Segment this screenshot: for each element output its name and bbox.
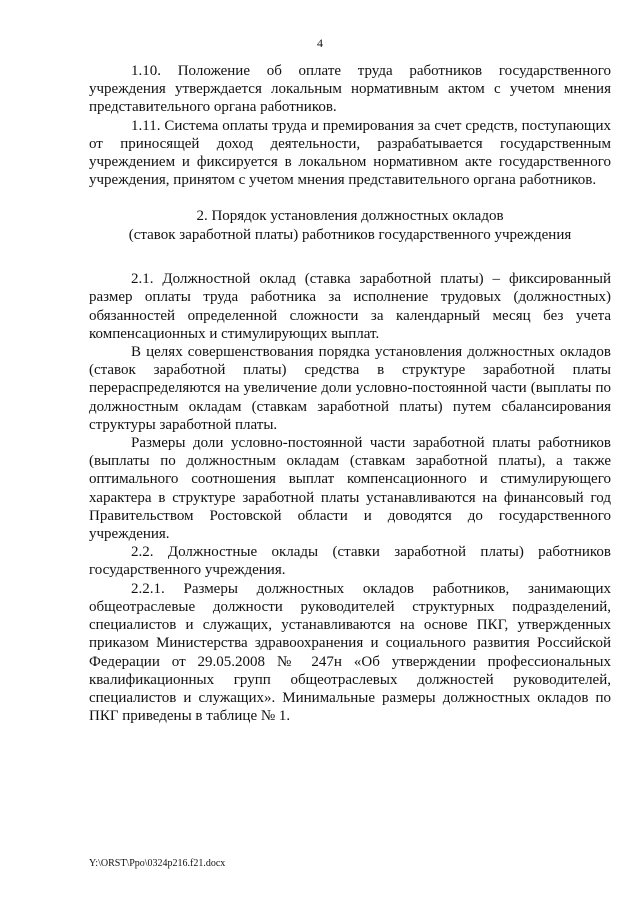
footer-file-path: Y:\ORST\Ppo\0324p216.f21.docx	[89, 858, 226, 869]
section-2-title: 2. Порядок установления должностных окладов	[196, 208, 504, 225]
paragraph-share-sizes: Размеры доли условно-постоянной части заработной платы работников (выплаты по должностным окладам (ставкам заработной платы), а также оптимального соотношения выплат компенсационного и стимулирующего характера в структуре заработной платы устанавливаются на финансовый год Правительством Ростовской области и доводятся до государственного учреждения.	[89, 435, 611, 543]
page-number: 4	[317, 36, 323, 50]
section-2-heading	[89, 207, 611, 244]
paragraph-1-10: 1.10. Положение об оплате труда работников государственного учреждения утверждается локальным нормативным актом с учетом мнения представительного органа работников.	[89, 63, 611, 116]
paragraph-2-1: 2.1. Должностной оклад (ставка заработной платы) – фиксированный размер оплаты труда работника за исполнение трудовых (должностных) обязанностей определенной сложности за календарный месяц без учета компенсационных и стимулирующих выплат.	[89, 271, 611, 342]
paragraph-1-11: 1.11. Система оплаты труда и премирования за счет средств, поступающих от приносящей доход деятельности, разрабатывается государственным учреждением и фиксируется в локальном нормативном акте государственного учреждения, принятом с учетом мнения представительного органа работников.	[89, 117, 611, 189]
paragraph-2-2: 2.2. Должностные оклады (ставки заработной платы) работников государственного учреждения.	[89, 544, 611, 579]
document-body	[89, 62, 611, 725]
paragraph-salary-structure: В целях совершенствования порядка установления должностных окладов (ставок заработной платы) средства в структуре заработной платы перераспределяются на увеличение доли условно-постоянной части (выплаты по должностным окладам (ставкам заработной платы) путем сбалансирования структуры заработной платы.	[89, 344, 611, 433]
paragraph-2-2-1: 2.2.1. Размеры должностных окладов работников, занимающих общеотраслевые должности руководителей структурных подразделений, специалистов и служащих, устанавливаются на основе ПКГ, утвержденных приказом Министерства здравоохранения и социального развития Российской Федерации от 29.05.2008 № 247н «Об утверждении профессиональных квалификационных групп общеотраслевых должностей руководителей, специалистов и служащих». Минимальные размеры должностных окладов по ПКГ приведены в таблице № 1.	[89, 580, 611, 725]
section-2-subtitle: (ставок заработной платы) работников государственного учреждения	[128, 226, 572, 243]
